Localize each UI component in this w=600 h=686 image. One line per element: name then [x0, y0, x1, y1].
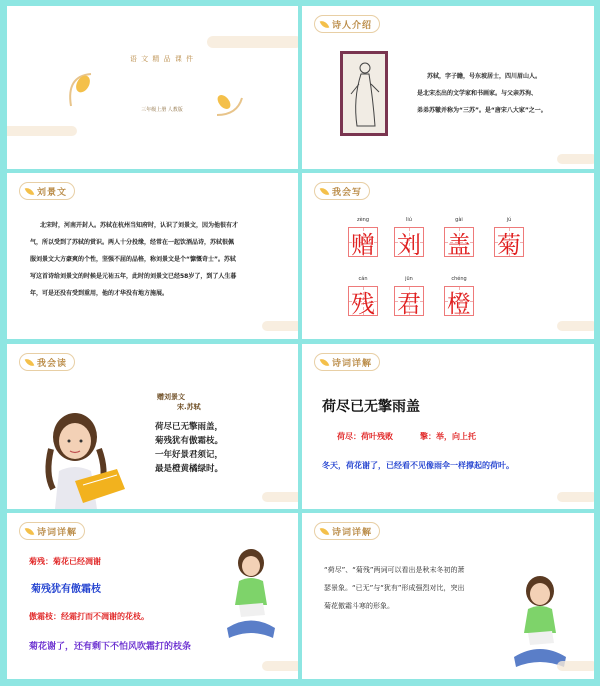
slide-liu-jingwen[interactable]	[7, 173, 298, 339]
poet-portrait	[340, 51, 388, 136]
leaf-icon	[25, 357, 35, 368]
line-explanation: 冬天，荷花谢了，已经看不见像雨伞一样撑起的荷叶。	[322, 461, 514, 470]
poem-title: 赠刘景文	[157, 393, 185, 401]
pinyin-label: zèng	[356, 217, 370, 223]
pinyin-label: chéng	[451, 276, 467, 282]
decorative-bar	[262, 321, 298, 331]
section-heading: 刘景文	[19, 182, 75, 200]
poem-body: 荷尽已无擎雨盖， 菊残犹有傲霜枝。 一年好景君须记， 最是橙黄橘绿时。	[155, 422, 224, 474]
character-grid: 刘	[394, 227, 424, 257]
decorative-bar	[557, 154, 594, 164]
leaf-icon	[212, 90, 252, 120]
slide-reading[interactable]	[7, 344, 298, 509]
pinyin-label: jú	[506, 217, 512, 223]
section-heading: 诗词详解	[19, 522, 85, 540]
slide-title[interactable]	[7, 6, 298, 169]
pinyin-label: liú	[406, 217, 412, 223]
poem-author: 宋.苏轼	[177, 403, 201, 411]
leaf-icon	[25, 526, 35, 537]
character-grid: 残	[348, 286, 378, 316]
leaf-icon	[25, 186, 35, 197]
slide-detail-2[interactable]	[7, 513, 298, 679]
note-word-2: 擎：举，向上托	[420, 432, 476, 441]
poet-intro-text: 苏轼，字子瞻，号东坡居士，四川眉山人。 是北宋杰出的文学家和书画家。与父亲苏洵、 弟弟苏辙并称为“三苏”。是“唐宋八大家”之一。	[417, 73, 547, 114]
pinyin-label: cán	[358, 276, 368, 282]
leaf-icon	[320, 186, 330, 197]
decorative-bar	[207, 36, 298, 48]
slide-detail-3[interactable]	[302, 513, 594, 679]
character-grid: 君	[394, 286, 424, 316]
course-subtitle: 三年级上册 人教版	[141, 107, 183, 113]
character-grid: 橙	[444, 286, 474, 316]
girl-sitting-illustration	[502, 571, 577, 671]
decorative-bar	[557, 321, 594, 331]
girl-reading-illustration	[25, 399, 135, 509]
decorative-bar	[262, 661, 298, 671]
poem-line: 菊残犹有傲霜枝	[31, 584, 101, 595]
character-grid: 赠	[348, 227, 378, 257]
decorative-bar	[7, 126, 77, 136]
slide-poet-intro[interactable]	[302, 6, 594, 169]
section-heading: 诗词详解	[314, 353, 380, 371]
decorative-bar	[557, 661, 594, 671]
slide-detail-1[interactable]	[302, 344, 594, 509]
slide-writing[interactable]	[302, 173, 594, 339]
analysis-text: “荷尽”、“菊残”两词可以看出是秋末冬初的萧 瑟景象。“已无”与“犹有”形成强烈对比，突出 菊花傲霜斗寒的形象。	[324, 566, 465, 610]
course-title: 语 文 精 品 课 件	[129, 55, 195, 63]
section-heading: 诗人介绍	[314, 15, 380, 33]
note-word-1: 菊残：菊花已经凋谢	[29, 557, 101, 566]
girl-sitting-illustration	[217, 543, 285, 643]
pinyin-label: gài	[455, 217, 463, 223]
leaf-icon	[320, 526, 330, 537]
character-grid: 菊	[494, 227, 524, 257]
leaf-icon	[320, 19, 330, 30]
poem-line: 荷尽已无擎雨盖	[322, 399, 420, 415]
section-heading: 诗词详解	[314, 522, 380, 540]
leaf-icon	[320, 357, 330, 368]
character-grid: 盖	[444, 227, 474, 257]
pinyin-label: jūn	[405, 276, 413, 282]
portrait-figure-icon	[343, 54, 385, 133]
decorative-bar	[262, 492, 298, 502]
decorative-bar	[557, 492, 594, 502]
note-word-1: 荷尽：荷叶残败	[337, 432, 393, 441]
section-heading: 我会读	[19, 353, 75, 371]
line-explanation: 菊花谢了，还有剩下不怕风吹霜打的枝条	[29, 642, 192, 652]
liu-jingwen-text: 北宋时，河南开封人。苏轼在杭州当知府时，认识了刘景文，因为他很有才 气，所以受到了苏轼的赏识。两人十分投缘，经常在一起饮酒品诗，苏轼很佩 服刘景文大方豪爽的个性，坚强不屈的品格，称刘景文是个“慷慨奇士”。苏轼 写这首诗给刘景文的时候是元祐五年，此时的刘景文已经58岁了，到了人生暮 年，可是还没有受到重用，他的才华没有地方施展。	[30, 222, 239, 297]
note-word-2: 傲霜枝：经霜打而不凋谢的花枝。	[29, 612, 149, 621]
section-heading: 我会写	[314, 182, 370, 200]
